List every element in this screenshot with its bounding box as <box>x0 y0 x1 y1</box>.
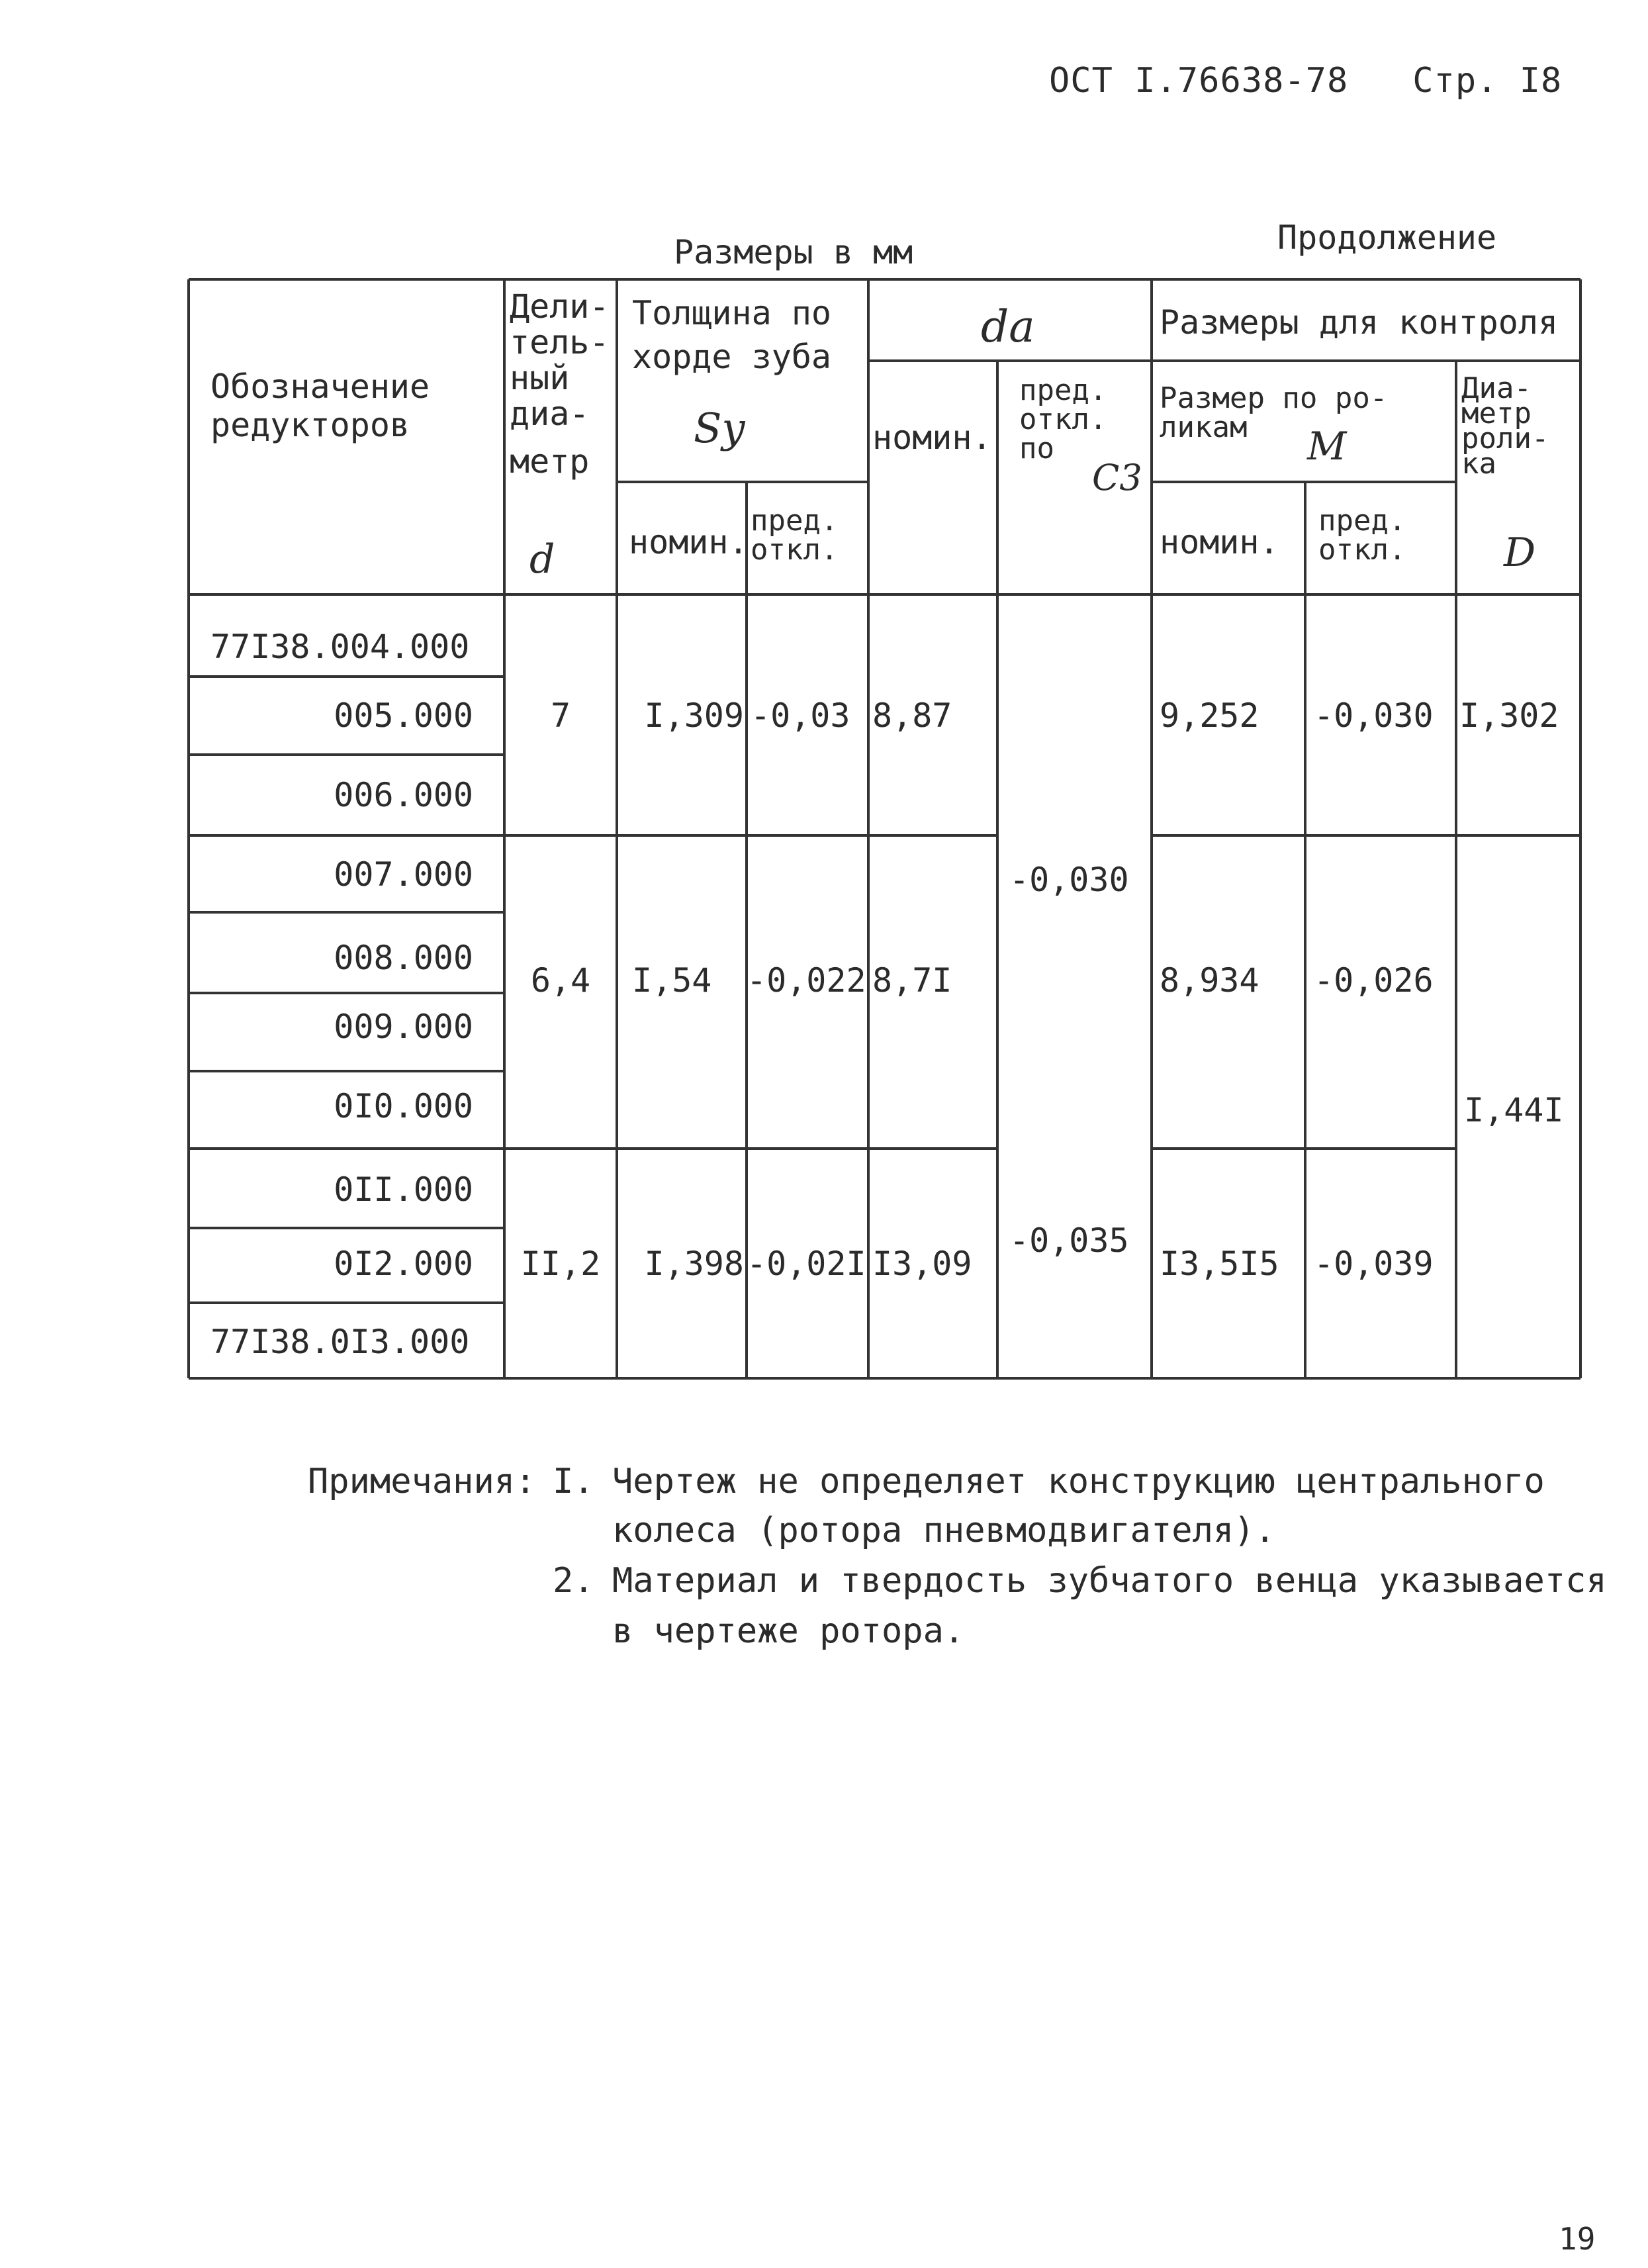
group1-sy-limit: -0,03 <box>751 696 850 735</box>
header-da-limit: пред. откл. по <box>1019 373 1107 465</box>
header-chordal-thickness: Толщина по хорде зуба <box>632 294 832 376</box>
header-m-nominal: номин. <box>1160 523 1279 561</box>
group3-sy-nominal: I,398 <box>644 1245 744 1283</box>
page-number: 19 <box>1559 2221 1596 2257</box>
units-caption: Размеры в мм <box>674 233 913 271</box>
symbol-d: d <box>529 536 555 583</box>
header-sy-nominal: номин. <box>629 523 749 561</box>
da-limit-lower: -0,035 <box>1009 1221 1129 1260</box>
symbol-sy: Sy <box>694 404 745 452</box>
standard-number: ОСТ I.76638-78 <box>1049 61 1349 101</box>
group2-da-nominal: 8,7I <box>872 961 952 1000</box>
note-1-number: I. <box>553 1462 594 1501</box>
group3-da-nominal: I3,09 <box>872 1245 972 1283</box>
group2-m-limit: -0,026 <box>1314 961 1434 1000</box>
group3-m-limit: -0,039 <box>1314 1245 1434 1283</box>
header-pitch-diameter: Дели- тель- ный диа- метр <box>510 287 610 481</box>
designation-row: 007.000 <box>334 855 473 894</box>
page-label: Стр. I8 <box>1412 61 1563 101</box>
da-limit-upper: -0,030 <box>1009 861 1129 899</box>
designation-row: 006.000 <box>334 776 473 814</box>
roller-diameter-upper: I,302 <box>1459 696 1559 735</box>
group1-da-nominal: 8,87 <box>872 696 952 735</box>
group3-d: II,2 <box>520 1245 601 1283</box>
symbol-m: M <box>1307 424 1347 469</box>
symbol-c3: C3 <box>1092 457 1142 498</box>
continuation-label: Продолжение <box>1277 218 1497 257</box>
designation-row: 009.000 <box>334 1008 473 1046</box>
group1-sy-nominal: I,309 <box>644 696 744 735</box>
group3-m-nominal: I3,5I5 <box>1160 1245 1279 1283</box>
group2-d: 6,4 <box>530 961 591 1000</box>
note-2-line: Материал и твердость зубчатого венца указывается <box>612 1561 1607 1601</box>
note-2-number: 2. <box>553 1561 594 1601</box>
header-roller-diameter: Диа- метр роли- ка <box>1461 371 1549 481</box>
group2-m-nominal: 8,934 <box>1160 961 1259 1000</box>
designation-row: 77I38.004.000 <box>210 628 470 666</box>
note-1-line: колеса (ротора пневмодвигателя). <box>612 1511 1275 1550</box>
symbol-da: da <box>981 301 1035 352</box>
group1-d: 7 <box>550 696 571 735</box>
header-designation: Обозначение редукторов <box>210 367 430 444</box>
designation-row: 008.000 <box>334 939 473 977</box>
group2-sy-nominal: I,54 <box>632 961 712 1000</box>
designation-row: 0I0.000 <box>334 1087 473 1125</box>
group3-sy-limit: -0,02I <box>747 1245 866 1283</box>
header-m-limit: пред. откл. <box>1318 504 1406 567</box>
header-sy-limit: пред. откл. <box>751 504 839 567</box>
designation-row: 0II.000 <box>334 1170 473 1209</box>
roller-diameter-lower: I,44I <box>1464 1091 1564 1129</box>
group1-m-limit: -0,030 <box>1314 696 1434 735</box>
header-size-over-rollers: Размер по ро- ликам <box>1160 381 1388 444</box>
designation-row: 77I38.0I3.000 <box>210 1323 470 1361</box>
designation-row: 0I2.000 <box>334 1245 473 1283</box>
notes-label: Примечания: <box>308 1462 536 1501</box>
header-da-nominal: номин. <box>872 418 992 457</box>
note-1-line: Чертеж не определяет конструкцию центрального <box>612 1462 1545 1501</box>
group2-sy-limit: -0,022 <box>747 961 866 1000</box>
group1-m-nominal: 9,252 <box>1160 696 1259 735</box>
designation-row: 005.000 <box>334 696 473 735</box>
symbol-D: D <box>1504 530 1536 576</box>
note-2-line: в чертеже ротора. <box>612 1611 965 1651</box>
header-control-sizes: Размеры для контроля <box>1160 303 1559 342</box>
